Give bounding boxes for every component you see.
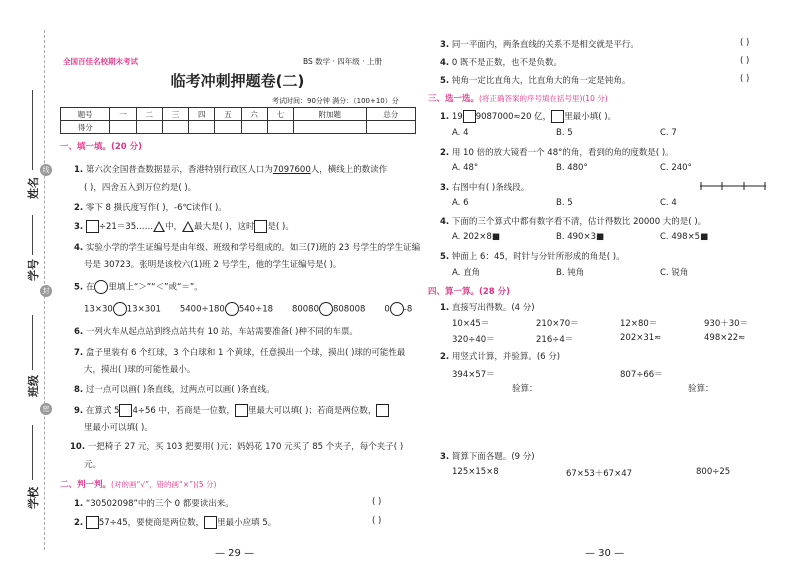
s3-q1-option[interactable]: B. 5 [556,128,573,138]
score-row-label: 得分 [61,121,110,134]
s4-q2-item[interactable]: 394×57＝ [452,370,495,380]
s1-q5-row [84,302,412,316]
section2-note: (对的画“√”，错的画“×”)(5 分) [111,480,217,489]
s1-q5-expr: 80080 [291,304,319,315]
page-number-right: — 30 — [585,548,625,559]
s1-q5-expr: -8 [403,304,413,315]
s1-q9-box[interactable] [119,404,132,417]
s3-q5-option[interactable]: A. 直角 [452,268,481,278]
calc-item[interactable]: 12×80＝ [620,319,658,329]
s3-q5: 5. 钟面上 6：45，时针与分针所形成的角是( )。 [440,252,625,262]
s1-q9-box[interactable] [376,404,389,417]
s3-q1-text-b: 9087000≈20 亿， [475,112,552,122]
brand-label: 全国百佳名校期末考试 [63,57,138,66]
s1-q8[interactable]: 8. 过一点可以画( )条直线，过两点可以画( )条直线。 [74,385,275,395]
s3-q1-option[interactable]: C. 7 [660,128,677,138]
score-cell: 七 [267,108,293,121]
s1-q9-line1: 9. 在算式 5 4÷56 中，若商是一位数， 里最大可以填( )；若商是两位数， [74,404,389,417]
score-cell: 一 [110,108,136,121]
compare-circle-icon [94,280,108,294]
score-cell: 五 [215,108,241,121]
score-input-cell[interactable] [189,121,215,134]
s1-q10-line1[interactable]: 10. 一把椅子 27 元，买 103 把要用( )元；妈妈花 170 元买了 85 个夹子，每个夹子( ) [70,442,404,452]
s3-q4: 4. 下面的三个算式中都有数字看不清，估计得数比 20000 大的是( )。 [440,217,707,227]
s2-q2-box[interactable] [86,516,99,529]
dense-marker: 密 [40,403,52,415]
s1-q1-line2[interactable]: ( )，四舍五入到万位约是( )。 [84,183,197,193]
s3-q1-text-a: 19 [451,112,463,122]
score-table-score-row [61,121,416,134]
s1-q5-expr: 0 [384,304,390,315]
simplify-item[interactable]: 67×53＋67×47 [566,469,633,479]
s1-q3-box[interactable] [86,220,99,233]
calc-item[interactable]: 10×45＝ [452,319,490,329]
binding-strip [18,30,50,550]
s2-q5: 5. 钝角一定比直角大，比直角大的角一定是钝角。 [440,76,631,86]
simplify-item[interactable]: 800÷25 [696,467,731,477]
s1-q3[interactable]: 3. ÷21＝35…… 中， 最大是( )，这时 是( )。 [74,222,294,232]
s3-q4-option[interactable]: B. 490×3■ [556,232,605,242]
s1-q7-text-a: 盒子里装有 6 个红球，3 个白球和 1 个黄球，任意摸出一个球，摸出( )球的可能性最 [85,348,406,358]
s1-q5-expr: 5400÷180 [179,304,225,315]
s2-q3: 3. 同一平面内，两条直线的关系不是相交就是平行。 [440,40,639,50]
exam-meta: 考试时间：90分钟 满分：（100+10）分 [272,97,399,105]
id-line [32,215,33,255]
s2-q2-box[interactable] [204,516,217,529]
s1-q2[interactable]: 2. 零下 8 摄氏度写作( )，-6℃读作( )。 [74,203,227,213]
s1-q10-text-a: 一把椅子 27 元，买 103 把要用( )元；妈妈花 170 元买了 85 个夹子，每个夹子( ) [87,442,404,452]
s3-q5-option[interactable]: C. 锐角 [660,268,689,278]
score-table-header-row [61,108,416,121]
s2-q3-text: 同一平面内，两条直线的关系不是相交就是平行。 [451,40,639,50]
s1-q3-text-a: ÷21＝35…… [98,222,154,232]
compare-circle[interactable] [225,302,239,316]
s1-q5-expr: 13×301 [126,304,161,315]
s1-q1-text-b: 人，横线上的数读作 [310,165,388,175]
name-label: 姓名 [27,177,40,199]
compare-circle[interactable] [390,302,404,316]
s1-q4-line2[interactable]: 号是 30723。张明是该校六(1)班 2 号学生，他的学生证编号是( )。 [84,260,342,270]
s1-q3-text-d: 是( )。 [267,222,294,232]
score-input-cell[interactable] [294,121,367,134]
s1-q5-expr: 540÷18 [238,304,274,315]
compare-circle[interactable] [113,302,127,316]
s1-q9-box[interactable] [235,404,248,417]
s2-q5-answer[interactable]: ( ) [740,74,750,84]
s3-q4-option[interactable]: A. 202×8■ [452,232,500,242]
s4-q1-text: 直接写出得数。(4 分) [451,303,535,313]
section2-title: 二、判一判。 [60,480,112,490]
s3-q2-option[interactable]: B. 480° [556,163,588,173]
s3-q2: 2. 用 10 倍的放大镜看一个 48°的角，看到的角的度数是( )。 [440,148,674,158]
s1-q10-line2: 元。 [84,460,102,470]
s3-q5-text: 钟面上 6：45，时针与分针所形成的角是( )。 [451,252,625,262]
s4-q2-text: 用竖式计算，并验算。(6 分) [451,352,561,362]
score-input-cell[interactable] [366,121,415,134]
s2-q2-answer[interactable]: ( ) [372,516,382,526]
section3-title: 三、选一选。 [428,94,480,104]
check-label: 验算： [688,384,714,394]
s1-q7-line2[interactable]: 大，摸出( )球的可能性最小。 [84,365,196,375]
score-cell: 四 [189,108,215,121]
s1-q1-text-a: 第六次全国普查数据显示，香港特别行政区人口为 [85,165,273,175]
score-cell: 二 [136,108,162,121]
s3-q1-option[interactable]: A. 4 [452,128,469,138]
calc-item[interactable]: 930＋30＝ [704,319,749,329]
s3-q1-box[interactable] [551,110,564,123]
line-marker: 线 [40,164,52,176]
score-cell: 三 [162,108,188,121]
s3-q1: 1. 19 9087000≈20 亿， 里最小填( )。 [440,112,617,122]
s2-q4: 4. 0 既不是正数，也不是负数。 [440,58,562,68]
calc-item[interactable]: 498×22≈ [704,333,746,343]
score-cell: 附加题 [294,108,367,121]
score-cell: 题号 [61,108,110,121]
s1-q9-text-b: 4÷56 中，若商是一位数， [132,406,236,416]
s1-q1-number: 7097600 [272,165,311,175]
s3-q3: 3. 右图中有( )条线段。 [440,183,530,193]
s1-q4-text-a: 实验小学的学生证编号是由年级、班级和学号组成的。如三(7)班的 23 号学生的学生证编 [85,243,421,253]
class-label: 班级 [27,375,40,397]
s1-q3-box[interactable] [254,220,267,233]
score-input-cell[interactable] [241,121,267,134]
s1-q5-expr: 808008 [332,304,366,315]
seal-marker: 封 [40,285,52,297]
simplify-item[interactable]: 125×15×8 [452,467,499,477]
name-line [32,90,33,170]
s2-q2-text-b: 里最小应填 5。 [217,518,277,528]
check-label: 验算： [512,384,538,394]
section3-heading [428,92,608,104]
section2-heading [60,478,216,490]
s1-q4-line1: 4. 实验小学的学生证编号是由年级、班级和学号组成的。如三(7)班的 23 号学生的学生证编 [74,243,421,253]
s1-q9-text-c: 里最大可以填( )；若商是两位数， [248,406,377,416]
calc-item[interactable]: 320÷40＝ [452,335,495,345]
grade-label: BS 数学 · 四年级 · 上册 [303,57,382,66]
s1-q5-text-a: 在 [85,282,95,293]
section4-heading: 四、算一算。(28 分) [428,287,511,297]
s1-q1-line1: 1. 第六次全国普查数据显示，香港特别行政区人口为7097600人，横线上的数读作 [74,165,388,175]
id-label: 学号 [27,259,40,281]
s3-q2-option[interactable]: C. 240° [660,163,692,173]
page-number-left: — 29 — [215,548,255,559]
s2-q1-text: “30502098”中的三个 0 都要读出来。 [85,499,234,509]
calc-item[interactable]: 210×70＝ [536,319,579,329]
s1-q6[interactable]: 6. 一列火车从起点站到终点站共有 10 站，车站需要准备( )种不同的车票。 [74,327,358,337]
school-label: 学校 [27,487,40,509]
s2-q5-text: 钝角一定比直角大，比直角大的角一定是钝角。 [451,76,631,86]
s3-q3-option[interactable]: B. 5 [556,198,573,208]
compare-circle[interactable] [319,302,333,316]
triangle-icon [182,221,194,232]
triangle-icon[interactable] [153,221,165,232]
s3-q4-option[interactable]: C. 498×5■ [660,232,709,242]
s1-q3-text-c: 最大是( )，这时 [194,222,255,232]
s1-q3-text-b: 中， [165,222,183,232]
s1-q7-line1[interactable]: 7. 盒子里装有 6 个红球，3 个白球和 1 个黄球，任意摸出一个球，摸出( )球的可能性最 [74,348,406,358]
s3-q4-text: 下面的三个算式中都有数字看不清，估计得数比 20000 大的是( )。 [451,217,707,227]
s3-q1-text-c: 里最小填( )。 [564,112,617,122]
school-line [32,425,33,480]
s2-q1-answer[interactable]: ( ) [372,497,382,507]
s3-q3-option[interactable]: C. 4 [660,198,677,208]
s1-q5: 5. 在 里填上“＞”“＜”或“＝”。 [74,280,203,294]
s3-q3-option[interactable]: A. 6 [452,198,469,208]
s2-q2-text-a: 57÷45，要使商是两位数， [98,518,205,528]
s1-q5-text-b: 里填上“＞”“＜”或“＝”。 [108,282,203,293]
class-line [32,315,33,370]
s3-q2-text: 用 10 倍的放大镜看一个 48°的角，看到的角的度数是( )。 [451,148,674,158]
exam-title: 临考冲刺押题卷(二) [170,72,305,90]
score-input-cell[interactable] [162,121,188,134]
s4-q2-item[interactable]: 807÷66＝ [620,370,663,380]
s2-q4-answer[interactable]: ( ) [740,56,750,66]
segment-figure [700,182,766,190]
score-input-cell[interactable] [110,121,136,134]
s3-q1-box[interactable] [463,110,476,123]
s3-q2-option[interactable]: A. 48° [452,163,479,173]
s1-q9-line2[interactable]: 里最小可以填( )。 [84,423,153,433]
s4-q2: 2. 用竖式计算，并验算。(6 分) [440,352,561,362]
score-table [60,107,416,134]
s2-q2: 2. 57÷45，要使商是两位数， 里最小应填 5。 [74,518,277,528]
section3-note: (将正确答案的序号填在括号里)(10 分) [479,94,608,103]
calc-item[interactable]: 216÷4＝ [536,335,574,345]
s1-q6-text: 一列火车从起点站到终点站共有 10 站，车站需要准备( )种不同的车票。 [85,327,358,337]
s2-q3-answer[interactable]: ( ) [740,38,750,48]
s3-q3-text: 右图中有( )条线段。 [451,183,530,193]
s4-q3-text: 简算下面各题。(9 分) [451,452,535,462]
score-cell: 总分 [366,108,415,121]
s4-q3: 3. 简算下面各题。(9 分) [440,452,535,462]
s1-q8-text: 过一点可以画( )条直线，过两点可以画( )条直线。 [85,385,275,395]
s2-q1: 1. “30502098”中的三个 0 都要读出来。 [74,499,234,509]
s4-q1: 1. 直接写出得数。(4 分) [440,303,535,313]
s3-q5-option[interactable]: B. 钝角 [556,268,585,278]
score-cell: 六 [241,108,267,121]
s1-q5-expr: 13×30 [84,304,113,315]
score-input-cell[interactable] [136,121,162,134]
s1-q9-text-a: 在算式 5 [85,406,120,416]
calc-item[interactable]: 202×31≈ [620,333,662,343]
s1-q2-text: 零下 8 摄氏度写作( )，-6℃读作( )。 [85,203,227,213]
score-input-cell[interactable] [215,121,241,134]
score-input-cell[interactable] [267,121,293,134]
section1-heading: 一、填一填。(20 分) [60,142,143,152]
s2-q4-text: 0 既不是正数，也不是负数。 [451,58,562,68]
